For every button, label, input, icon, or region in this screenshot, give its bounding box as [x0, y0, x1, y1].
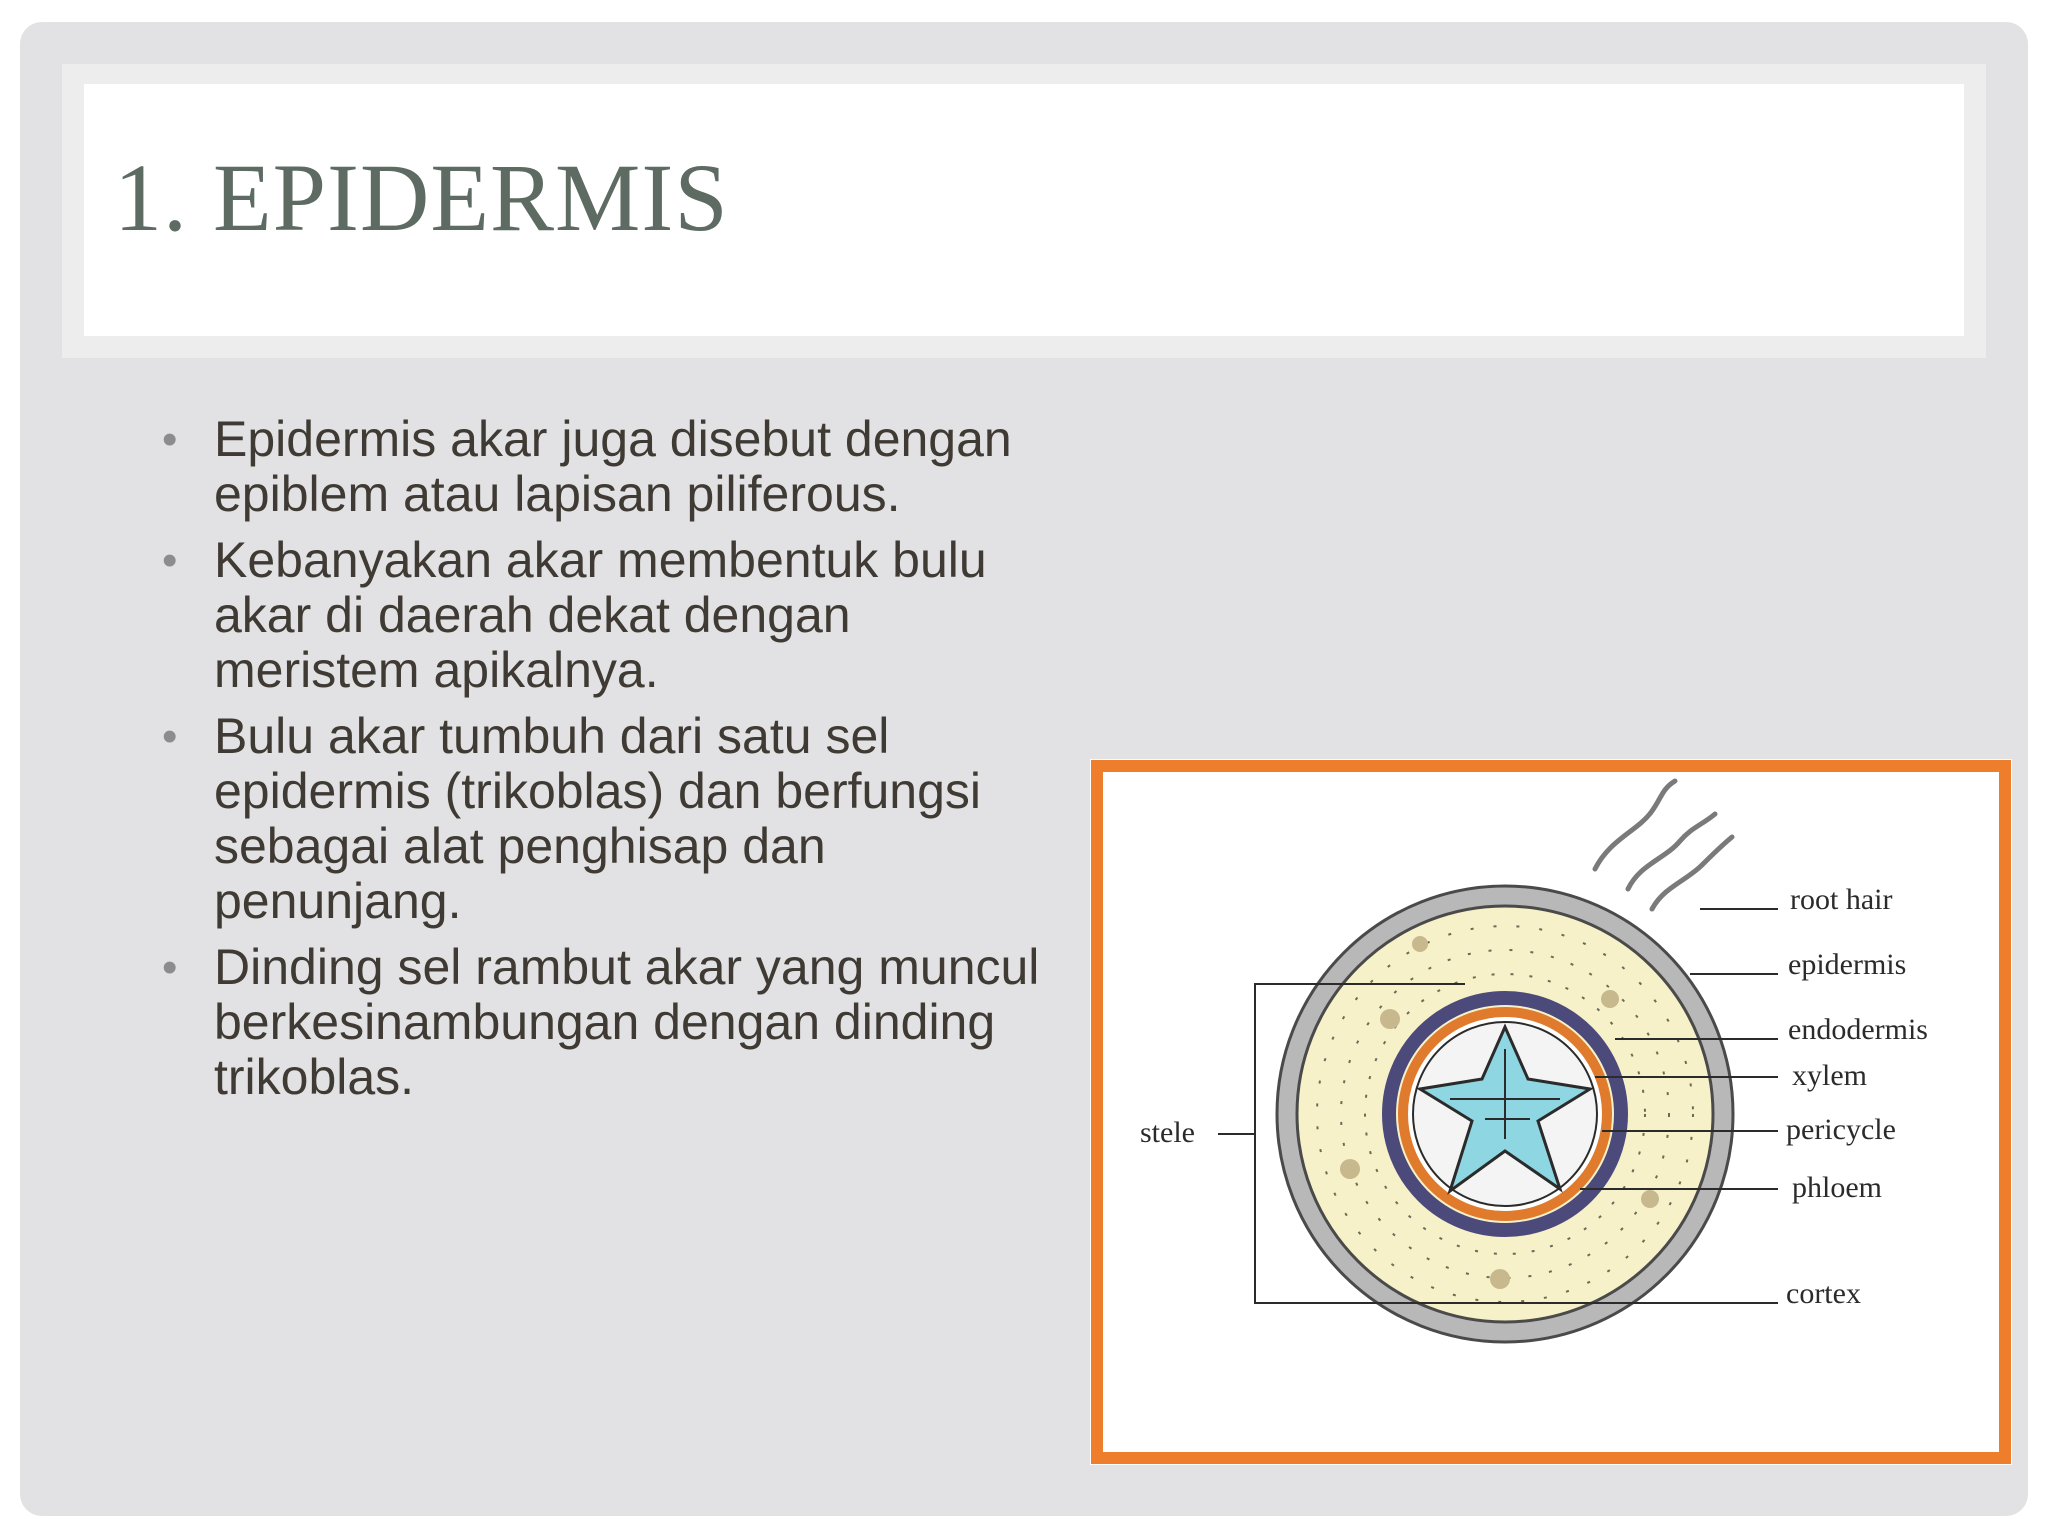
bullet-item-3 [160, 709, 1040, 929]
bullet-text: Bulu akar tumbuh dari satu sel epidermis (trikoblas) dan berfungsi sebagai alat penghisap dan penunjang. [214, 708, 982, 929]
slide-title: 1. EPIDERMIS [114, 144, 729, 251]
label-pericycle: pericycle [1786, 1113, 1896, 1146]
label-epidermis: epidermis [1788, 948, 1907, 981]
bullet-text: Epidermis akar juga disebut dengan epiblem atau lapisan piliferous. [214, 411, 1012, 522]
label-phloem: phloem [1792, 1171, 1882, 1204]
bullet-text: Kebanyakan akar membentuk bulu akar di daerah dekat dengan meristem apikalnya. [214, 532, 987, 698]
label-stele: stele [1140, 1116, 1195, 1149]
root-diagram [1090, 759, 2012, 1465]
slide [20, 22, 2028, 1516]
bullet-text: Dinding sel rambut akar yang muncul berkesinambungan dengan dinding trikoblas. [214, 939, 1040, 1105]
bullet-dot-icon: • [162, 712, 178, 761]
label-xylem: xylem [1792, 1059, 1867, 1092]
bullet-dot-icon: • [162, 415, 178, 464]
bullet-item-1 [160, 412, 1040, 522]
bullet-list [160, 412, 1040, 1116]
label-cortex: cortex [1786, 1277, 1861, 1310]
bullet-item-2 [160, 533, 1040, 698]
label-root-hair: root hair [1790, 883, 1893, 916]
bullet-item-4 [160, 940, 1040, 1105]
label-endodermis: endodermis [1788, 1013, 1928, 1046]
root-cross-section-figure [1090, 759, 2012, 1465]
bullet-dot-icon: • [162, 943, 178, 992]
bullet-dot-icon: • [162, 536, 178, 585]
